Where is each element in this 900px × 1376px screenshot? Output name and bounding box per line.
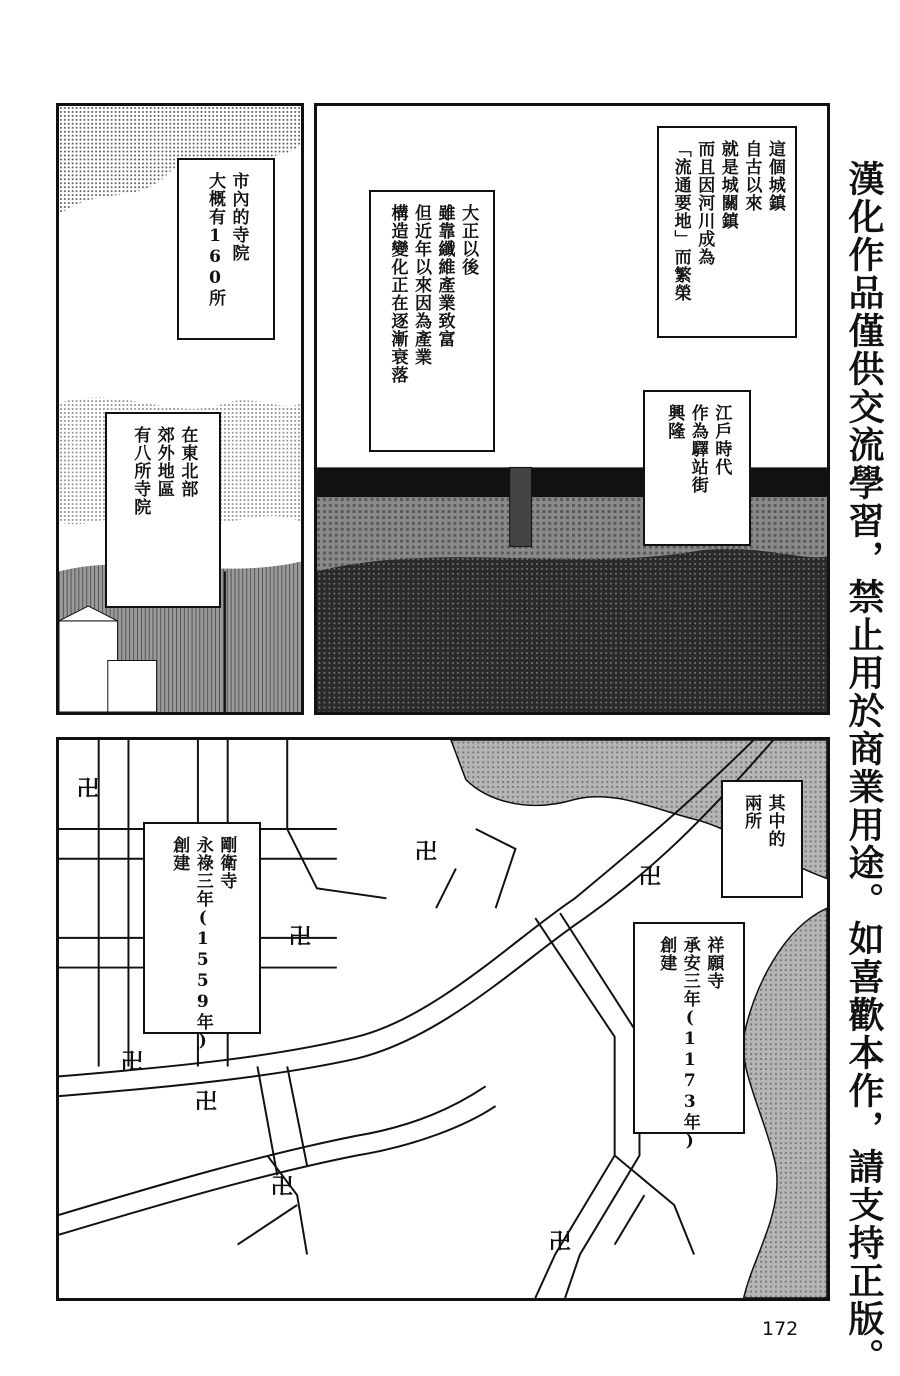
- temple-marker: 卍: [77, 777, 100, 802]
- caption-line: 郊外地區: [153, 426, 174, 498]
- caption-line: 雖靠纖維產業致富: [434, 204, 455, 348]
- caption-line: 創建: [656, 936, 677, 972]
- caption-line: 市內的寺院: [228, 172, 249, 262]
- caption-line: 兩所: [741, 794, 761, 830]
- caption-line: 有八所寺院: [130, 426, 151, 516]
- caption-town-history: [657, 126, 797, 338]
- temple-marker: 卍: [121, 1050, 144, 1075]
- caption-line: 自古以來: [741, 140, 762, 212]
- caption-line: 而且因河川成為: [694, 140, 715, 266]
- temple-marker: 卍: [639, 865, 662, 890]
- caption-line: 創建: [169, 836, 190, 872]
- temple-marker: 卍: [195, 1090, 218, 1115]
- panel-city-view: [314, 103, 830, 715]
- caption-line: 永祿三年(1559年): [192, 836, 213, 1052]
- caption-line: 祥願寺: [703, 936, 724, 990]
- caption-line: 就是城關鎮: [717, 140, 738, 230]
- caption-line: 構造變化正在逐漸衰落: [387, 204, 408, 384]
- panel-map: [56, 737, 830, 1301]
- caption-line: 但近年以來因為產業: [411, 204, 431, 366]
- caption-gouei-temple: [143, 822, 261, 1052]
- temple-marker: 卍: [289, 925, 312, 950]
- notice-line: 如喜歡本作，請支持正版。: [843, 920, 885, 1376]
- caption-line: 大概有160所: [205, 172, 225, 307]
- caption-line: 江戶時代: [711, 404, 732, 476]
- temple-marker: 卍: [271, 1175, 294, 1200]
- caption-northeast-temples: [105, 412, 221, 608]
- caption-line: 在東北部: [177, 426, 198, 498]
- caption-edo-era: [643, 390, 751, 546]
- caption-two-of-them: [721, 780, 803, 898]
- caption-line: 興隆: [664, 404, 685, 440]
- caption-temple-count: [177, 158, 275, 340]
- notice-line: 漢化作品僅供交流學習，禁止用於商業用途。: [843, 160, 885, 920]
- caption-shougan-temple: [633, 922, 745, 1152]
- temple-marker: 卍: [415, 840, 438, 865]
- translation-notice: [841, 160, 886, 1376]
- caption-line: 剛衛寺: [216, 836, 237, 890]
- page-number: 172: [762, 1318, 799, 1340]
- caption-line: 承安三年(1173年): [679, 936, 700, 1152]
- caption-line: 這個城鎮: [764, 140, 785, 212]
- caption-taisho-era: [369, 190, 495, 452]
- temple-marker: 卍: [549, 1230, 572, 1255]
- panel-sky-town: [56, 103, 304, 715]
- caption-line: 其中的: [764, 794, 785, 848]
- caption-line: 「流通要地」而繁榮: [670, 140, 691, 302]
- caption-line: 大正以後: [458, 204, 479, 276]
- caption-line: 作為驛站街: [687, 404, 708, 494]
